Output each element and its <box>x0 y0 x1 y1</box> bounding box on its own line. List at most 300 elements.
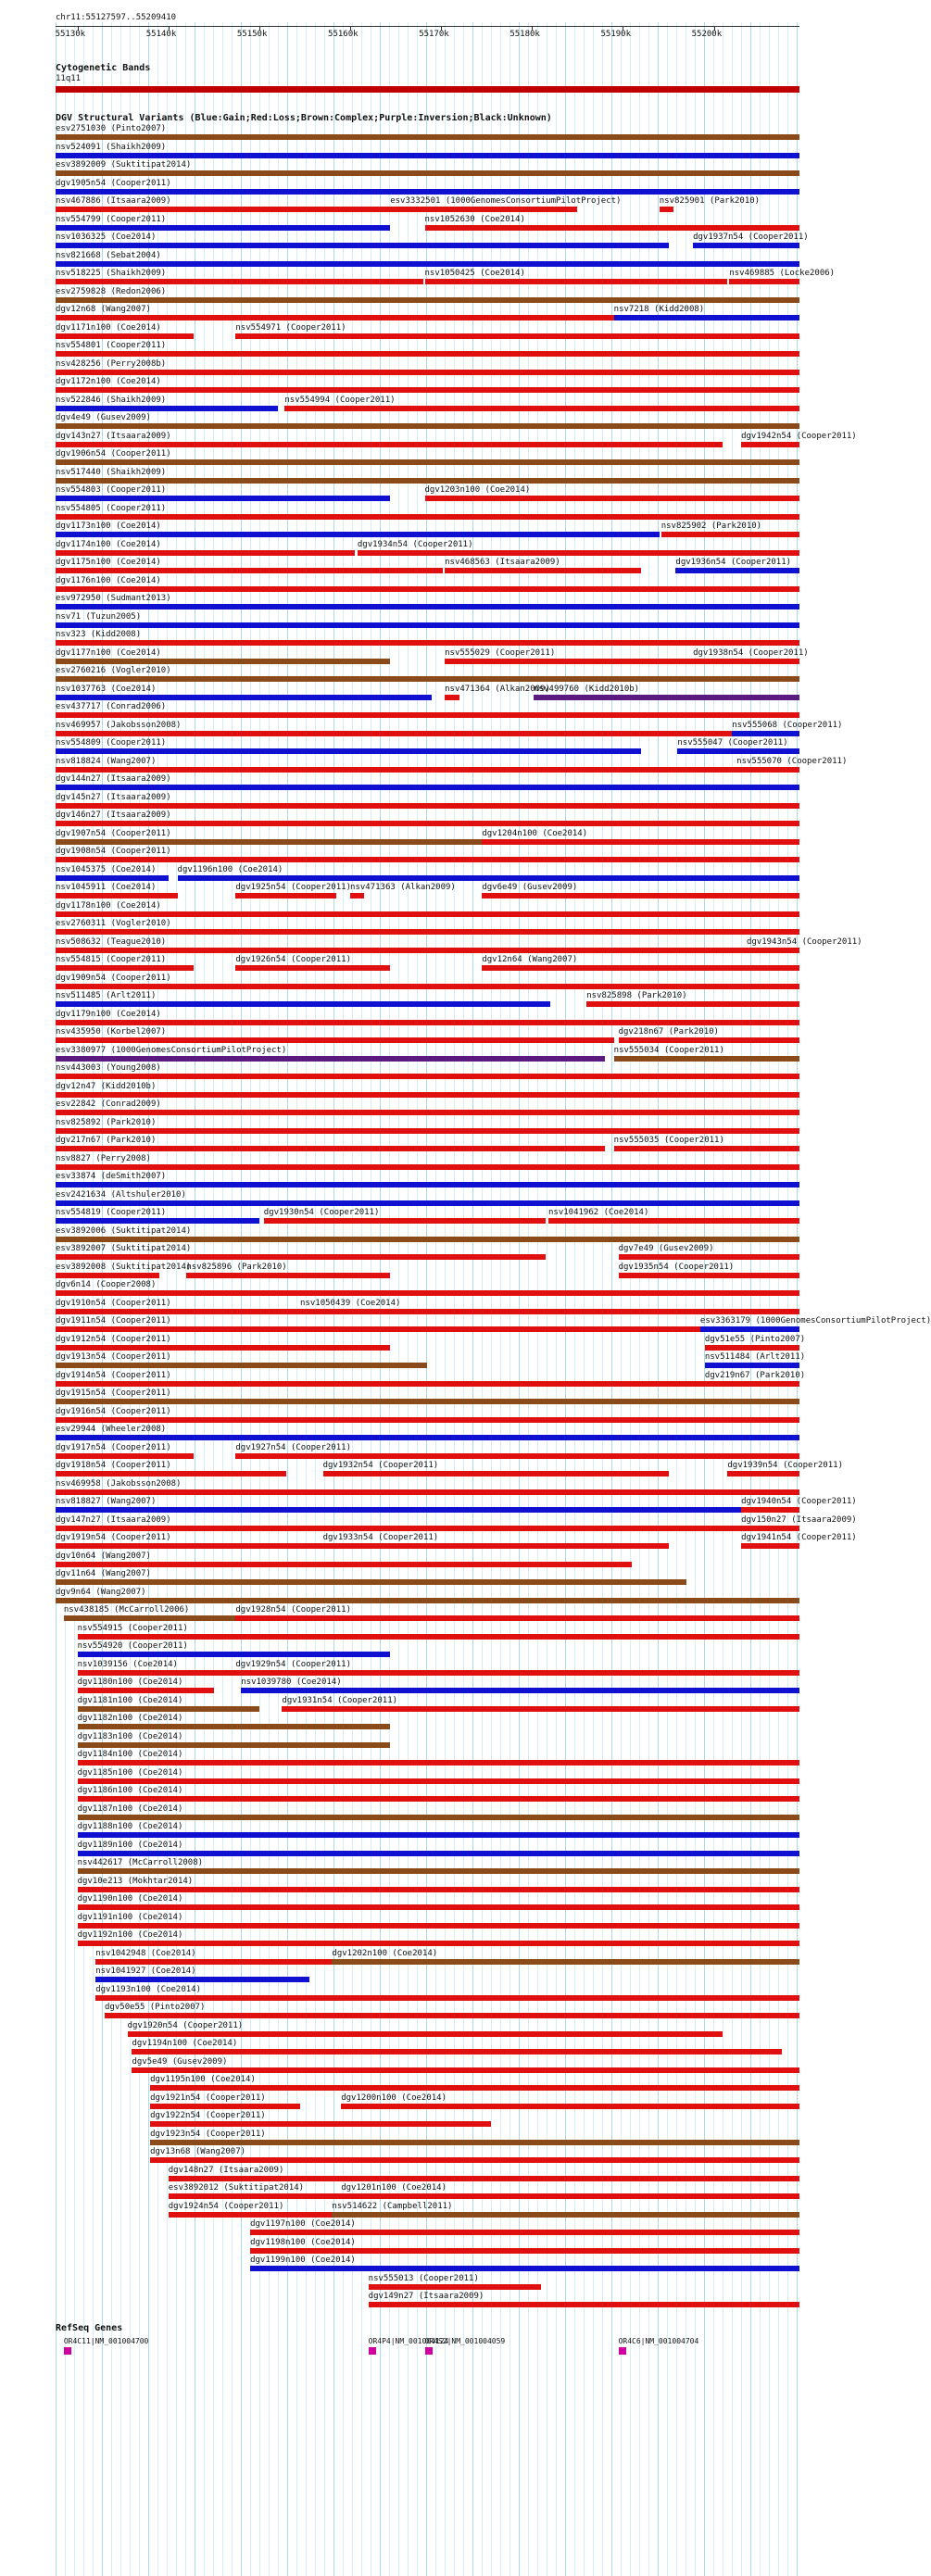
variant-bar-red <box>741 1526 799 1531</box>
variant-label: dgv1172n100 (Coe2014) <box>56 377 161 386</box>
variant-bar-red <box>56 1146 605 1151</box>
variant-label: dgv1196n100 (Coe2014) <box>177 864 283 874</box>
ruler-tick-label: 55140k <box>145 30 177 39</box>
variant-bar-brown <box>56 423 799 429</box>
variant-bar-red <box>341 2193 799 2199</box>
variant-bar-brown <box>56 676 799 682</box>
variant-label: nsv554799 (Cooper2011) <box>56 214 167 224</box>
variant-label: dgv145n27 (Itsaara2009) <box>56 792 171 802</box>
variant-bar-brown <box>56 478 799 484</box>
variant-bar-blue <box>56 695 432 700</box>
variant-label: dgv1942n54 (Cooper2011) <box>741 431 857 441</box>
variant-bar-brown <box>150 2140 799 2145</box>
variant-bar-red <box>235 1670 799 1676</box>
variant-bar-red <box>56 1074 799 1079</box>
variant-bar-red <box>614 1146 799 1151</box>
variant-label: esv2751030 (Pinto2007) <box>56 124 167 133</box>
variant-label: nsv554920 (Cooper2011) <box>77 1641 188 1651</box>
variant-bar-blue <box>241 1688 799 1693</box>
dgv-track-title: DGV Structural Variants (Blue:Gain;Red:Loss;Brown:Complex;Purple:Inversion;Black:Unknown) <box>56 113 552 123</box>
variant-bar-blue <box>56 1218 259 1224</box>
variant-label: dgv1941n54 (Cooper2011) <box>741 1533 857 1542</box>
variant-bar-red <box>78 1634 799 1640</box>
variant-label: dgv1185n100 (Coe2014) <box>77 1767 183 1778</box>
variant-bar-red <box>445 695 459 700</box>
variant-label: nsv471363 (Alkan2009) <box>350 883 456 892</box>
variant-label: nsv554915 (Cooper2011) <box>77 1623 188 1633</box>
variant-bar-red <box>661 532 799 537</box>
variant-label: dgv9n64 (Wang2007) <box>56 1587 146 1597</box>
variant-bar-brown <box>56 1363 427 1368</box>
variant-bar-red <box>741 442 799 447</box>
cytoband-bar <box>56 86 799 93</box>
variant-bar-brown <box>78 1724 391 1729</box>
variant-label: nsv511485 (Arlt2011) <box>56 991 157 1000</box>
variant-label: nsv1037763 (Coe2014) <box>56 684 157 694</box>
variant-label: nsv825902 (Park2010) <box>661 521 762 531</box>
variant-bar-red <box>705 1381 799 1387</box>
variant-label: esv2760311 (Vogler2010) <box>56 919 171 928</box>
variant-label: dgv1928n54 (Cooper2011) <box>235 1605 351 1615</box>
variant-label: nsv825896 (Park2010) <box>186 1262 287 1272</box>
variant-bar-red <box>482 965 799 971</box>
variant-label: nsv522846 (Shaikh2009) <box>56 395 167 405</box>
variant-label: nsv554815 (Cooper2011) <box>56 955 167 964</box>
variant-label: dgv1910n54 (Cooper2011) <box>56 1298 171 1308</box>
variant-bar-blue <box>732 731 799 736</box>
variant-bar-red <box>736 767 799 773</box>
variant-bar-red <box>282 1706 799 1712</box>
variant-label: dgv1186n100 (Coe2014) <box>77 1786 183 1795</box>
variant-bar-red <box>693 659 799 664</box>
variant-bar-red <box>128 2031 723 2037</box>
variant-label: nsv1041927 (Coe2014) <box>95 1967 196 1976</box>
variant-bar-red <box>250 2230 799 2235</box>
variant-label: dgv1940n54 (Cooper2011) <box>741 1497 857 1506</box>
variant-bar-blue <box>56 1001 550 1007</box>
variant-label: nsv468563 (Itsaara2009) <box>445 558 560 567</box>
variant-bar-red <box>56 984 799 989</box>
variant-bar-red <box>369 2284 541 2290</box>
variant-label: nsv517440 (Shaikh2009) <box>56 467 167 477</box>
variant-label: dgv7e49 (Gusev2009) <box>618 1244 714 1253</box>
variant-bar-red <box>132 2067 799 2073</box>
variant-label: nsv825901 (Park2010) <box>659 196 761 206</box>
variant-label: nsv499760 (Kidd2010b) <box>534 684 640 694</box>
variant-label: dgv1190n100 (Coe2014) <box>77 1894 183 1904</box>
variant-bar-red <box>250 2248 799 2254</box>
variant-bar-red <box>78 1904 799 1910</box>
variant-bar-blue <box>56 261 799 267</box>
variant-bar-brown <box>56 1579 686 1585</box>
variant-label: nsv554803 (Cooper2011) <box>56 485 167 495</box>
variant-bar-red <box>56 1164 799 1170</box>
gene-marker <box>64 2347 71 2355</box>
variant-bar-red <box>150 2104 300 2109</box>
variant-label: nsv818827 (Wang2007) <box>56 1497 157 1506</box>
variant-bar-blue <box>56 785 799 790</box>
variant-bar-red <box>56 586 799 592</box>
variant-label: nsv1039156 (Coe2014) <box>77 1659 178 1669</box>
variant-label: dgv1918n54 (Cooper2011) <box>56 1461 171 1470</box>
variant-bar-red <box>56 514 799 520</box>
variant-label: nsv442617 (McCarroll2008) <box>77 1858 204 1867</box>
variant-label: nsv435950 (Korbel2007) <box>56 1027 167 1037</box>
variant-bar-brown <box>56 297 799 303</box>
variant-label: esv3380977 (1000GenomesConsortiumPilotProject) <box>56 1045 287 1055</box>
variant-label: dgv1177n100 (Coe2014) <box>56 647 161 658</box>
variant-label: nsv1039780 (Coe2014) <box>241 1678 342 1687</box>
variant-label: dgv1925n54 (Cooper2011) <box>235 883 351 892</box>
variant-bar-brown <box>78 1815 799 1820</box>
variant-label: dgv6e49 (Gusev2009) <box>482 883 578 892</box>
variant-label: dgv10n64 (Wang2007) <box>56 1551 151 1561</box>
variant-label: dgv12n47 (Kidd2010b) <box>56 1081 157 1091</box>
variant-label: dgv1929n54 (Cooper2011) <box>235 1659 351 1669</box>
variant-label: dgv1926n54 (Cooper2011) <box>235 955 351 964</box>
variant-label: dgv1923n54 (Cooper2011) <box>150 2129 266 2139</box>
variant-bar-red <box>350 893 364 898</box>
variant-bar-blue <box>56 1435 799 1440</box>
variant-bar-red <box>78 1778 799 1784</box>
variant-bar-blue <box>56 532 660 537</box>
variant-label: esv22842 (Conrad2009) <box>56 1100 161 1109</box>
gene-marker <box>425 2347 433 2355</box>
variant-bar-red <box>56 370 799 375</box>
variant-label: dgv1906n54 (Cooper2011) <box>56 449 171 459</box>
variant-label: nsv825898 (Park2010) <box>586 991 687 1000</box>
variant-label: nsv469958 (Jakobsson2008) <box>56 1478 182 1489</box>
variant-bar-blue <box>700 1326 799 1332</box>
variant-bar-red <box>78 1760 799 1766</box>
variant-label: nsv469957 (Jakobsson2008) <box>56 720 182 730</box>
variant-label: dgv1181n100 (Coe2014) <box>77 1695 183 1705</box>
variant-bar-red <box>358 550 799 556</box>
variant-label: dgv150n27 (Itsaara2009) <box>741 1514 857 1525</box>
variant-bar-red <box>56 767 799 773</box>
variant-label: nsv555068 (Cooper2011) <box>732 720 843 730</box>
variant-label: dgv1188n100 (Coe2014) <box>77 1822 183 1831</box>
variant-label: dgv1195n100 (Coe2014) <box>150 2075 256 2084</box>
variant-label: nsv554809 (Cooper2011) <box>56 738 167 748</box>
variant-label: esv3892012 (Suktitipat2014) <box>168 2183 305 2193</box>
variant-label: dgv1930n54 (Cooper2011) <box>263 1208 380 1217</box>
variant-bar-brown <box>56 459 799 465</box>
variant-bar-red <box>56 279 423 284</box>
variant-label: dgv11n64 (Wang2007) <box>56 1569 151 1578</box>
variant-bar-red <box>747 948 799 953</box>
variant-bar-blue <box>56 748 641 754</box>
variant-label: dgv1914n54 (Cooper2011) <box>56 1370 171 1380</box>
variant-bar-brown <box>78 1868 799 1874</box>
variant-bar-red <box>445 568 641 573</box>
variant-bar-red <box>390 207 577 212</box>
variant-label: nsv554971 (Cooper2011) <box>235 322 346 333</box>
variant-label: dgv13n68 (Wang2007) <box>150 2147 246 2156</box>
variant-bar-red <box>284 406 799 411</box>
variant-bar-red <box>78 1688 214 1693</box>
variant-bar-brown <box>56 659 390 664</box>
variant-bar-red <box>425 225 799 231</box>
variant-label: dgv1202n100 (Coe2014) <box>332 1948 438 1958</box>
variant-label: nsv554801 (Cooper2011) <box>56 341 167 350</box>
variant-bar-red <box>105 2013 799 2018</box>
variant-bar-red <box>56 1489 799 1495</box>
ruler-axis <box>56 26 799 27</box>
variant-label: nsv71 (Tuzun2005) <box>56 611 142 622</box>
variant-bar-brown <box>332 2212 799 2218</box>
variant-label: dgv1180n100 (Coe2014) <box>77 1678 183 1687</box>
gene-label: OR4C6|NM_001004704 <box>618 2336 699 2345</box>
variant-bar-red <box>56 1345 390 1351</box>
variant-bar-red <box>56 731 799 736</box>
variant-bar-blue <box>78 1652 391 1657</box>
variant-bar-blue <box>78 1832 799 1838</box>
variant-label: dgv1943n54 (Cooper2011) <box>746 936 862 947</box>
variant-bar-red <box>56 893 178 898</box>
variant-label: dgv1908n54 (Cooper2011) <box>56 847 171 856</box>
variant-label: dgv1937n54 (Cooper2011) <box>693 232 809 242</box>
variant-label: dgv1192n100 (Coe2014) <box>77 1930 183 1940</box>
ruler-tick-label: 55170k <box>419 30 449 39</box>
variant-bar-red <box>300 1309 799 1314</box>
variant-bar-red <box>56 640 799 646</box>
variant-label: dgv1935n54 (Cooper2011) <box>618 1262 735 1272</box>
variant-label: dgv1182n100 (Coe2014) <box>77 1714 183 1723</box>
variant-bar-red <box>56 1254 546 1260</box>
variant-bar-brown <box>78 1742 391 1748</box>
variant-bar-red <box>235 965 390 971</box>
gene-label: OR4C11|NM_001004700 <box>63 2336 149 2345</box>
variant-label: nsv554805 (Cooper2011) <box>56 503 167 513</box>
variant-label: dgv12n68 (Wang2007) <box>56 305 151 314</box>
variant-bar-red <box>95 1995 799 2001</box>
variant-label: dgv143n27 (Itsaara2009) <box>56 431 171 441</box>
variant-label: nsv469885 (Locke2006) <box>729 269 836 278</box>
variant-bar-red <box>56 1381 799 1387</box>
variant-label: nsv467886 (Itsaara2009) <box>56 196 171 206</box>
variant-label: dgv1199n100 (Coe2014) <box>250 2256 356 2265</box>
variant-bar-blue <box>56 406 278 411</box>
variant-bar-red <box>56 929 799 935</box>
variant-label: dgv1905n54 (Cooper2011) <box>56 178 171 188</box>
variant-bar-red <box>235 1615 799 1621</box>
variant-label: dgv1201n100 (Coe2014) <box>341 2183 447 2193</box>
ruler-tick-label: 55180k <box>510 30 540 39</box>
variant-bar-red <box>56 1453 194 1459</box>
variant-bar-brown <box>332 1959 799 1965</box>
variant-label: dgv1921n54 (Cooper2011) <box>150 2092 266 2103</box>
variant-label: dgv6n14 (Cooper2008) <box>56 1280 157 1289</box>
variant-bar-red <box>56 911 799 917</box>
variant-bar-purple <box>56 1056 605 1062</box>
variant-label: nsv514622 (Campbell2011) <box>332 2201 453 2211</box>
variant-bar-red <box>150 2085 799 2091</box>
variant-label: dgv1200n100 (Coe2014) <box>341 2092 447 2103</box>
variant-bar-red <box>660 207 674 212</box>
variant-label: esv33874 (deSmith2007) <box>56 1172 167 1181</box>
variant-label: dgv10e213 (Mokhtar2014) <box>77 1876 194 1886</box>
variant-label: dgv1917n54 (Cooper2011) <box>56 1442 171 1452</box>
variant-label: dgv1171n100 (Coe2014) <box>56 322 161 333</box>
variant-label: esv29944 (Wheeler2008) <box>56 1425 167 1434</box>
variant-bar-red <box>56 1526 799 1531</box>
variant-bar-blue <box>56 1200 799 1206</box>
variant-bar-red <box>235 1453 799 1459</box>
variant-bar-red <box>56 442 723 447</box>
variant-label: nsv555029 (Cooper2011) <box>445 647 556 658</box>
variant-label: dgv50e55 (Pinto2007) <box>105 2003 206 2012</box>
gene-label: OR4P4|NM_001004124 <box>368 2336 449 2345</box>
variant-bar-red <box>56 803 799 809</box>
variant-bar-red <box>56 333 194 339</box>
variant-label: nsv555034 (Cooper2011) <box>613 1045 724 1055</box>
variant-label: nsv511484 (Arlt2011) <box>704 1352 806 1362</box>
variant-label: nsv443003 (Young2008) <box>56 1063 161 1073</box>
variant-bar-red <box>56 1273 159 1278</box>
variant-label: nsv1041962 (Coe2014) <box>548 1208 649 1217</box>
variant-label: dgv1924n54 (Cooper2011) <box>168 2201 284 2211</box>
variant-label: dgv1938n54 (Cooper2011) <box>693 647 809 658</box>
ruler-tick-label: 55150k <box>236 30 268 39</box>
variant-label: dgv1191n100 (Coe2014) <box>77 1912 183 1922</box>
variant-label: dgv1933n54 (Cooper2011) <box>322 1533 439 1542</box>
variant-bar-red <box>586 1001 799 1007</box>
gene-label: OR4S2|NM_001004059 <box>424 2336 506 2345</box>
variant-label: nsv428256 (Perry2008b) <box>56 358 167 369</box>
variant-label: dgv1916n54 (Cooper2011) <box>56 1406 171 1416</box>
variant-label: dgv1173n100 (Coe2014) <box>56 521 161 531</box>
variant-bar-blue <box>56 153 799 158</box>
ruler-tick-label: 55200k <box>691 30 723 39</box>
variant-label: nsv323 (Kidd2008) <box>56 630 142 639</box>
variant-bar-blue <box>250 2266 799 2271</box>
variant-label: nsv821668 (Sebat2004) <box>56 250 161 260</box>
variant-label: esv972950 (Sudmant2013) <box>56 594 171 603</box>
variant-bar-red <box>56 1037 614 1043</box>
variant-label: dgv1922n54 (Cooper2011) <box>150 2111 266 2120</box>
variant-bar-blue <box>56 225 390 231</box>
variant-bar-red <box>56 351 799 357</box>
gene-marker <box>619 2347 626 2355</box>
variant-label: esv3892009 (Suktitipat2014) <box>56 160 192 170</box>
cytoband-track-title: Cytogenetic Bands <box>56 63 151 73</box>
variant-bar-brown <box>614 1056 799 1062</box>
variant-bar-red <box>727 1471 799 1476</box>
variant-label: dgv217n67 (Park2010) <box>56 1136 157 1145</box>
position-label: chr11:55127597..55209410 <box>56 13 177 22</box>
cytoband-label: 11q11 <box>56 74 82 83</box>
variant-bar-blue <box>56 875 169 881</box>
variant-label: esv437717 (Conrad2006) <box>56 702 167 711</box>
variant-label: dgv1176n100 (Coe2014) <box>56 575 161 585</box>
variant-bar-red <box>619 1273 799 1278</box>
variant-bar-red <box>548 1218 799 1224</box>
variant-label: dgv218n67 (Park2010) <box>618 1027 719 1037</box>
variant-label: dgv1931n54 (Cooper2011) <box>282 1695 398 1705</box>
variant-bar-red <box>78 1796 799 1802</box>
variant-bar-purple <box>534 695 799 700</box>
variant-bar-red <box>56 1326 799 1332</box>
variant-bar-blue <box>56 1182 799 1187</box>
variant-bar-brown <box>56 1598 799 1603</box>
variant-bar-red <box>369 2302 799 2307</box>
variant-bar-red <box>323 1543 669 1549</box>
variant-bar-red <box>56 1092 799 1098</box>
variant-label: dgv1939n54 (Cooper2011) <box>727 1461 843 1470</box>
variant-label: dgv1184n100 (Coe2014) <box>77 1750 183 1759</box>
variant-bar-red <box>741 1507 799 1513</box>
variant-bar-red <box>56 1290 799 1296</box>
variant-bar-red <box>56 821 799 826</box>
variant-bar-red <box>56 1128 799 1134</box>
variant-label: nsv508632 (Teague2010) <box>56 936 167 947</box>
variant-bar-red <box>56 1471 286 1476</box>
variant-bar-brown <box>78 1706 259 1712</box>
variant-label: dgv1194n100 (Coe2014) <box>132 2039 238 2048</box>
variant-bar-red <box>56 207 390 212</box>
variant-bar-blue <box>56 243 669 248</box>
variant-label: dgv148n27 (Itsaara2009) <box>168 2165 284 2175</box>
variant-bar-red <box>482 893 799 898</box>
variant-bar-red <box>705 1345 799 1351</box>
variant-bar-red <box>56 965 194 971</box>
variant-bar-red <box>619 1254 799 1260</box>
variant-label: nsv1042948 (Coe2014) <box>95 1948 196 1958</box>
variant-bar-red <box>56 1020 799 1025</box>
variant-bar-red <box>56 857 799 862</box>
variant-bar-red <box>56 1562 632 1567</box>
variant-label: dgv1179n100 (Coe2014) <box>56 1009 161 1019</box>
variant-bar-red <box>235 893 336 898</box>
variant-label: esv2760216 (Vogler2010) <box>56 666 171 675</box>
variant-bar-red <box>619 1037 799 1043</box>
variant-label: dgv1204n100 (Coe2014) <box>482 828 588 838</box>
variant-bar-red <box>56 1417 799 1423</box>
variant-label: nsv1045911 (Coe2014) <box>56 883 157 892</box>
variant-bar-brown <box>56 1399 799 1404</box>
variant-label: dgv51e55 (Pinto2007) <box>704 1334 806 1344</box>
variant-label: nsv1050425 (Coe2014) <box>424 269 525 278</box>
variant-label: dgv4e49 (Gusev2009) <box>56 413 151 422</box>
variant-label: dgv1197n100 (Coe2014) <box>250 2219 356 2229</box>
variant-label: dgv1193n100 (Coe2014) <box>95 1984 201 1994</box>
variant-label: nsv555070 (Cooper2011) <box>736 756 848 766</box>
variant-label: nsv554994 (Cooper2011) <box>284 395 396 405</box>
variant-label: nsv7218 (Kidd2008) <box>613 305 705 314</box>
variant-label: dgv1909n54 (Cooper2011) <box>56 973 171 983</box>
variant-label: esv3892006 (Suktitipat2014) <box>56 1225 192 1236</box>
variant-label: nsv438185 (McCarroll2006) <box>63 1605 190 1615</box>
variant-bar-blue <box>56 189 799 195</box>
variant-label: dgv5e49 (Gusev2009) <box>132 2056 228 2067</box>
variant-bar-red <box>56 568 443 573</box>
variant-label: dgv144n27 (Itsaara2009) <box>56 774 171 784</box>
variant-label: esv3363179 (1000GenomesConsortiumPilotProject) <box>699 1316 931 1326</box>
variant-bar-red <box>425 279 728 284</box>
variant-bar-red <box>425 496 799 501</box>
variant-label: nsv555047 (Cooper2011) <box>677 738 788 748</box>
variant-bar-red <box>235 333 799 339</box>
variant-bar-blue <box>56 1507 799 1513</box>
variant-label: dgv1919n54 (Cooper2011) <box>56 1533 171 1542</box>
variant-bar-red <box>78 1923 799 1929</box>
variant-label: esv3892008 (Suktitipat2014) <box>56 1262 192 1272</box>
variant-bar-red <box>169 2176 799 2181</box>
variant-bar-brown <box>56 1237 799 1242</box>
variant-bar-blue <box>705 1363 799 1368</box>
variant-label: dgv12n64 (Wang2007) <box>482 955 578 964</box>
